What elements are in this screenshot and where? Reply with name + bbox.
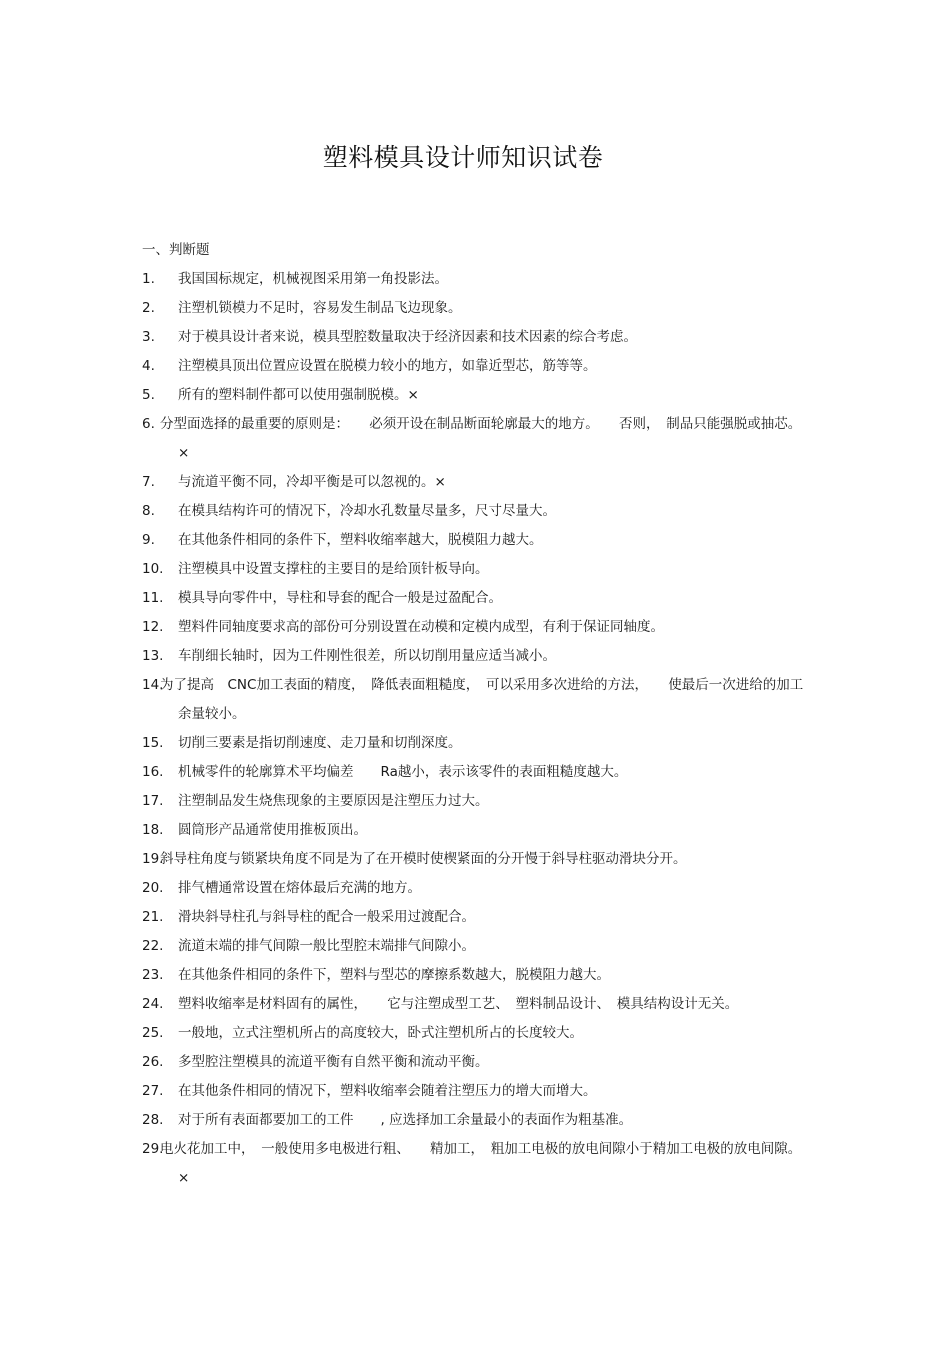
question-number: 5. <box>142 387 155 403</box>
question-number: 20. <box>142 880 164 896</box>
question-number: 10. <box>142 561 164 577</box>
question-number: 3. <box>142 329 155 345</box>
question-text: 我国国标规定，机械视图采用第一角投影法。 <box>178 271 448 287</box>
question-item <box>142 1106 806 1135</box>
question-item <box>142 903 806 932</box>
question-item <box>142 1077 806 1106</box>
question-number: 7. <box>142 474 155 490</box>
question-number: 13. <box>142 648 164 664</box>
question-number: 17. <box>142 793 164 809</box>
question-number: 27. <box>142 1083 164 1099</box>
question-item <box>142 1048 806 1077</box>
question-item <box>142 497 806 526</box>
question-text: 注塑模具顶出位置应设置在脱模力较小的地方，如靠近型芯，筋等等。 <box>178 358 597 374</box>
question-item <box>142 613 806 642</box>
question-item <box>142 410 806 468</box>
question-number: 16. <box>142 764 164 780</box>
question-text: 注塑制品发生烧焦现象的主要原因是注塑压力过大。 <box>178 793 489 809</box>
question-number: 12. <box>142 619 164 635</box>
question-text: 在其他条件相同的条件下，塑料收缩率越大，脱模阻力越大。 <box>178 532 543 548</box>
question-text: 在其他条件相同的条件下，塑料与型芯的摩擦系数越大，脱模阻力越大。 <box>178 967 610 983</box>
question-item <box>142 729 806 758</box>
question-item <box>142 555 806 584</box>
question-number: 6. <box>142 416 155 432</box>
question-text: 一般地，立式注塑机所占的高度较大，卧式注塑机所占的长度较大。 <box>178 1025 583 1041</box>
question-item <box>142 381 806 410</box>
question-text: 塑料件同轴度要求高的部份可分别设置在动模和定模内成型，有利于保证同轴度。 <box>178 619 664 635</box>
question-number: 28. <box>142 1112 164 1128</box>
question-text: 注塑模具中设置支撑柱的主要目的是给顶针板导向。 <box>178 561 489 577</box>
question-number: 25. <box>142 1025 164 1041</box>
question-item <box>142 584 806 613</box>
section-heading: 一、判断题 <box>142 242 210 258</box>
question-text: 分型面选择的最重要的原则是： 必须开设在制品断面轮廓最大的地方。 否则， 制品只能强脱或抽芯。× <box>160 416 802 461</box>
question-item <box>142 265 806 294</box>
question-text: 排气槽通常设置在熔体最后充满的地方。 <box>178 880 421 896</box>
question-number: 19. <box>142 851 164 867</box>
question-number: 23. <box>142 967 164 983</box>
question-item <box>142 294 806 323</box>
question-item <box>142 671 806 729</box>
question-item <box>142 845 806 874</box>
question-number: 26. <box>142 1054 164 1070</box>
question-text: 在模具结构许可的情况下，冷却水孔数量尽量多，尺寸尽量大。 <box>178 503 556 519</box>
question-text: 圆筒形产品通常使用推板顶出。 <box>178 822 367 838</box>
question-number: 1. <box>142 271 155 287</box>
question-text: 塑料收缩率是材料固有的属性， 它与注塑成型工艺、 塑料制品设计、 模具结构设计无关。 <box>178 996 739 1012</box>
question-text: 切削三要素是指切削速度、走刀量和切削深度。 <box>178 735 462 751</box>
question-text: 机械零件的轮廓算术平均偏差 Ra越小，表示该零件的表面粗糙度越大。 <box>178 764 628 780</box>
question-text: 注塑机锁模力不足时，容易发生制品飞边现象。 <box>178 300 462 316</box>
question-text: 对于模具设计者来说，模具型腔数量取决于经济因素和技术因素的综合考虑。 <box>178 329 637 345</box>
question-item <box>142 990 806 1019</box>
question-text: 滑块斜导柱孔与斜导柱的配合一般采用过渡配合。 <box>178 909 475 925</box>
question-number: 9. <box>142 532 155 548</box>
question-text: 斜导柱角度与锁紧块角度不同是为了在开模时使楔紧面的分开慢于斜导柱驱动滑块分开。 <box>160 851 687 867</box>
question-number: 18. <box>142 822 164 838</box>
document-body <box>142 236 806 1193</box>
question-text: 车削细长轴时，因为工件刚性很差，所以切削用量应适当减小。 <box>178 648 556 664</box>
question-text: 流道末端的排气间隙一般比型腔末端排气间隙小。 <box>178 938 475 954</box>
question-number: 8. <box>142 503 155 519</box>
question-text: 为了提高 CNC加工表面的精度， 降低表面粗糙度， 可以采用多次进给的方法， 使最后一次进给的加工余量较小。 <box>160 677 804 722</box>
question-item <box>142 1135 806 1193</box>
question-number: 11. <box>142 590 164 606</box>
question-number: 29. <box>142 1141 164 1157</box>
question-item <box>142 758 806 787</box>
question-text: 对于所有表面都要加工的工件 , 应选择加工余量最小的表面作为粗基准。 <box>178 1112 633 1128</box>
question-text: 所有的塑料制件都可以使用强制脱模。× <box>178 387 419 403</box>
question-list <box>142 265 806 1193</box>
question-item <box>142 816 806 845</box>
question-item <box>142 642 806 671</box>
question-text: 在其他条件相同的情况下，塑料收缩率会随着注塑压力的增大而增大。 <box>178 1083 597 1099</box>
question-item <box>142 787 806 816</box>
question-number: 4. <box>142 358 155 374</box>
question-number: 14. <box>142 677 164 693</box>
question-number: 21. <box>142 909 164 925</box>
question-number: 2. <box>142 300 155 316</box>
question-number: 22. <box>142 938 164 954</box>
question-text: 与流道平衡不同，冷却平衡是可以忽视的。× <box>178 474 446 490</box>
question-item <box>142 468 806 497</box>
question-item <box>142 1019 806 1048</box>
question-item <box>142 932 806 961</box>
question-number: 15. <box>142 735 164 751</box>
question-item <box>142 961 806 990</box>
page-title: 塑料模具设计师知识试卷 <box>322 143 604 172</box>
question-item <box>142 352 806 381</box>
question-text: 电火花加工中， 一般使用多电极进行粗、 精加工， 粗加工电极的放电间隙小于精加工电极的放电间隙。× <box>160 1141 802 1186</box>
question-number: 24. <box>142 996 164 1012</box>
question-text: 多型腔注塑模具的流道平衡有自然平衡和流动平衡。 <box>178 1054 489 1070</box>
question-item <box>142 323 806 352</box>
question-item <box>142 874 806 903</box>
question-item <box>142 526 806 555</box>
question-text: 模具导向零件中，导柱和导套的配合一般是过盈配合。 <box>178 590 502 606</box>
